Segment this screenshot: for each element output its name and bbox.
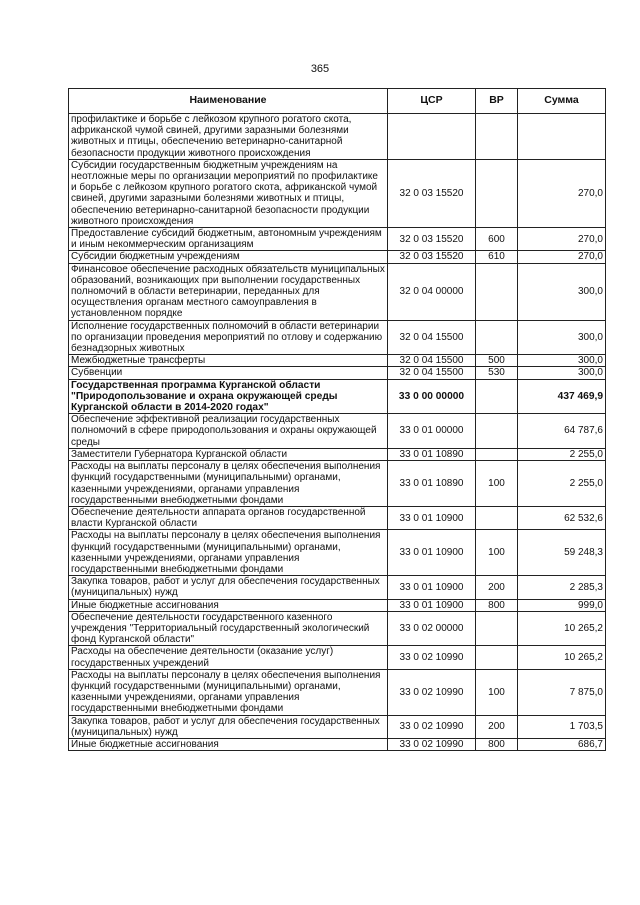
table-row — [69, 367, 606, 379]
cell-vr: 530 — [476, 367, 518, 379]
cell-csr: 33 0 01 10890 — [388, 461, 476, 507]
table-row — [69, 611, 606, 646]
cell-sum: 2 255,0 — [518, 448, 606, 460]
cell-vr: 200 — [476, 715, 518, 738]
cell-name: Обеспечение деятельности аппарата органов государственной власти Курганской области — [69, 506, 388, 529]
cell-sum: 10 265,2 — [518, 611, 606, 646]
cell-name: Финансовое обеспечение расходных обязательств муниципальных образований, возникающих при выполнении государственных полномочий в области ветеринарии, переданных для осуществления органам местного самоуправления в установленном порядке — [69, 263, 388, 320]
cell-csr: 32 0 04 15500 — [388, 320, 476, 355]
header-sum: Сумма — [518, 89, 606, 114]
cell-vr: 100 — [476, 669, 518, 715]
cell-vr — [476, 159, 518, 227]
cell-vr — [476, 263, 518, 320]
cell-vr — [476, 448, 518, 460]
cell-csr: 33 0 01 10900 — [388, 576, 476, 599]
cell-name: Закупка товаров, работ и услуг для обеспечения государственных (муниципальных) нужд — [69, 715, 388, 738]
cell-csr: 33 0 02 10990 — [388, 715, 476, 738]
cell-csr: 33 0 01 10900 — [388, 530, 476, 576]
cell-vr — [476, 611, 518, 646]
cell-sum — [518, 114, 606, 160]
cell-csr: 33 0 02 00000 — [388, 611, 476, 646]
cell-name: Обеспечение деятельности государственного казенного учреждения "Территориальный государственный экологический фонд Курганской области" — [69, 611, 388, 646]
table-row — [69, 263, 606, 320]
page-number: 365 — [310, 63, 330, 75]
cell-sum: 999,0 — [518, 599, 606, 611]
cell-name: Расходы на обеспечение деятельности (оказание услуг) государственных учреждений — [69, 646, 388, 669]
cell-name: Межбюджетные трансферты — [69, 355, 388, 367]
cell-csr: 32 0 04 00000 — [388, 263, 476, 320]
cell-sum: 62 532,6 — [518, 506, 606, 529]
cell-vr — [476, 646, 518, 669]
cell-sum: 64 787,6 — [518, 414, 606, 449]
cell-vr — [476, 414, 518, 449]
cell-csr: 33 0 01 00000 — [388, 414, 476, 449]
cell-csr: 32 0 03 15520 — [388, 159, 476, 227]
cell-csr: 33 0 02 10990 — [388, 669, 476, 715]
cell-name: Иные бюджетные ассигнования — [69, 599, 388, 611]
table-row — [69, 530, 606, 576]
cell-sum: 2 255,0 — [518, 461, 606, 507]
cell-csr: 33 0 01 10890 — [388, 448, 476, 460]
table-row — [69, 669, 606, 715]
table-row — [69, 461, 606, 507]
cell-vr — [476, 320, 518, 355]
cell-vr — [476, 506, 518, 529]
cell-vr: 100 — [476, 461, 518, 507]
cell-name: Обеспечение эффективной реализации государственных полномочий в сфере природопользования и охраны окружающей среды — [69, 414, 388, 449]
table-row — [69, 228, 606, 251]
header-name: Наименование — [69, 89, 388, 114]
cell-sum: 270,0 — [518, 228, 606, 251]
cell-csr: 32 0 04 15500 — [388, 367, 476, 379]
cell-sum: 437 469,9 — [518, 379, 606, 414]
cell-csr: 33 0 01 10900 — [388, 599, 476, 611]
table-header-row — [69, 89, 606, 114]
table-row — [69, 414, 606, 449]
header-vr: ВР — [476, 89, 518, 114]
cell-sum: 1 703,5 — [518, 715, 606, 738]
table-row — [69, 448, 606, 460]
cell-sum: 270,0 — [518, 159, 606, 227]
table-row — [69, 114, 606, 160]
cell-sum: 300,0 — [518, 355, 606, 367]
table-row — [69, 159, 606, 227]
cell-sum: 7 875,0 — [518, 669, 606, 715]
table-row — [69, 646, 606, 669]
cell-name: Субвенции — [69, 367, 388, 379]
cell-csr: 33 0 01 10900 — [388, 506, 476, 529]
cell-csr: 32 0 03 15520 — [388, 251, 476, 263]
cell-name: Субсидии бюджетным учреждениям — [69, 251, 388, 263]
cell-name: Предоставление субсидий бюджетным, автономным учреждениям и иным некоммерческим организациям — [69, 228, 388, 251]
cell-sum: 300,0 — [518, 367, 606, 379]
cell-name: Расходы на выплаты персоналу в целях обеспечения выполнения функций государственными (муниципальными) органами, казенными учреждениями, органами управления государственными внебюджетными фондами — [69, 669, 388, 715]
cell-vr — [476, 379, 518, 414]
cell-csr: 33 0 02 10990 — [388, 738, 476, 750]
table-row — [69, 738, 606, 750]
cell-name: Исполнение государственных полномочий в области ветеринарии по организации проведения мероприятий по отлову и содержанию безнадзорных животных — [69, 320, 388, 355]
cell-csr: 33 0 02 10990 — [388, 646, 476, 669]
cell-name: Расходы на выплаты персоналу в целях обеспечения выполнения функций государственными (муниципальными) органами, казенными учреждениями, органами управления государственными внебюджетными фондами — [69, 461, 388, 507]
cell-vr: 600 — [476, 228, 518, 251]
cell-vr: 610 — [476, 251, 518, 263]
cell-sum: 10 265,2 — [518, 646, 606, 669]
table-row — [69, 715, 606, 738]
cell-name: Закупка товаров, работ и услуг для обеспечения государственных (муниципальных) нужд — [69, 576, 388, 599]
cell-sum: 59 248,3 — [518, 530, 606, 576]
cell-name: Государственная программа Курганской области "Природопользование и охрана окружающей среды Курганской области в 2014-2020 годах" — [69, 379, 388, 414]
cell-name: Иные бюджетные ассигнования — [69, 738, 388, 750]
cell-sum: 300,0 — [518, 263, 606, 320]
cell-vr: 800 — [476, 599, 518, 611]
cell-vr: 200 — [476, 576, 518, 599]
table-row — [69, 251, 606, 263]
table-row — [69, 379, 606, 414]
cell-name: Расходы на выплаты персоналу в целях обеспечения выполнения функций государственными (муниципальными) органами, казенными учреждениями, органами управления государственными внебюджетными фондами — [69, 530, 388, 576]
table-row — [69, 320, 606, 355]
table-body — [69, 114, 606, 751]
cell-name: Заместители Губернатора Курганской области — [69, 448, 388, 460]
cell-sum: 300,0 — [518, 320, 606, 355]
cell-vr: 100 — [476, 530, 518, 576]
cell-name: профилактике и борьбе с лейкозом крупного рогатого скота, африканской чумой свиней, другими заразными болезнями животных и птицы, обеспечению ветеринарно-санитарной безопасности продукции животного происхождения — [69, 114, 388, 160]
cell-name: Субсидии государственным бюджетным учреждениям на неотложные меры по организации мероприятий по профилактике и борьбе с лейкозом крупного рогатого скота, африканской чумой свиней, другими заразными болезнями животных и птицы, обеспечению ветеринарно-санитарной безопасности продукции животного происхождения — [69, 159, 388, 227]
table-row — [69, 599, 606, 611]
cell-sum: 686,7 — [518, 738, 606, 750]
header-csr: ЦСР — [388, 89, 476, 114]
table-row — [69, 355, 606, 367]
cell-csr — [388, 114, 476, 160]
cell-sum: 270,0 — [518, 251, 606, 263]
table-row — [69, 576, 606, 599]
cell-vr: 500 — [476, 355, 518, 367]
cell-vr: 800 — [476, 738, 518, 750]
table-row — [69, 506, 606, 529]
cell-csr: 32 0 03 15520 — [388, 228, 476, 251]
cell-sum: 2 285,3 — [518, 576, 606, 599]
cell-vr — [476, 114, 518, 160]
budget-table — [68, 88, 606, 751]
cell-csr: 32 0 04 15500 — [388, 355, 476, 367]
cell-csr: 33 0 00 00000 — [388, 379, 476, 414]
